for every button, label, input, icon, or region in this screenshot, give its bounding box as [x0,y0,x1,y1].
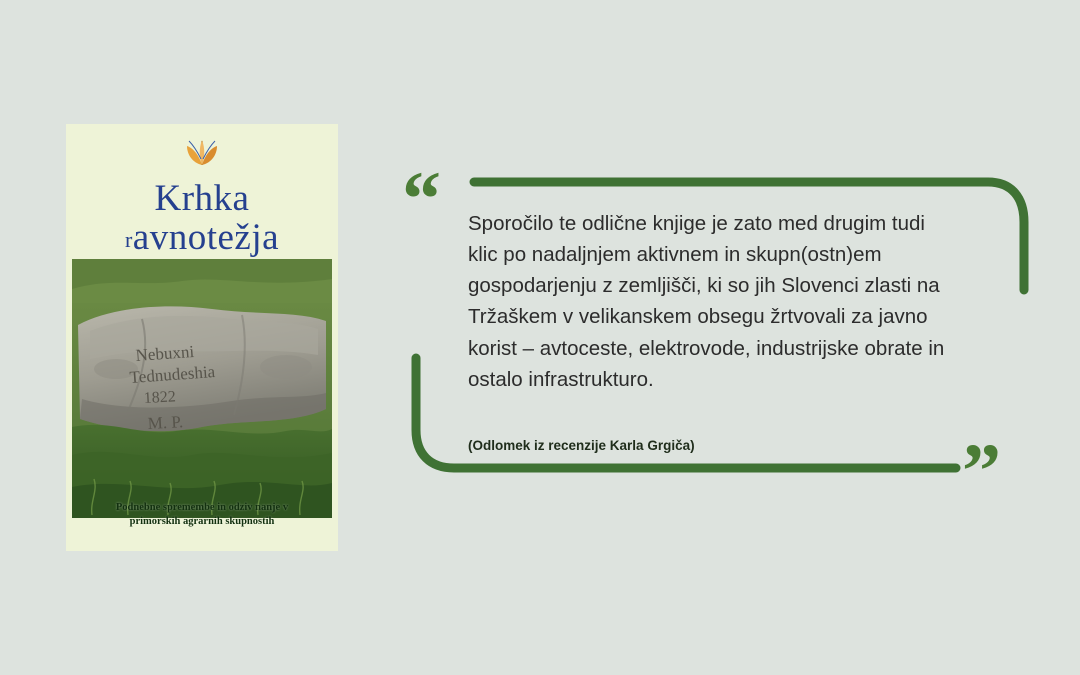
quote-attribution: (Odlomek iz recenzije Karla Grgiča) [468,438,695,453]
quote-text: Sporočilo te odlične knjige je zato med drugim tudi klic po nadaljnjem aktivnem in skupn(ostn)em gospodarjenju z zemljišči, ki so jih Slovenci zlasti na Tržaškem v velikanskem obsegu žrtvovali za javno korist – avtoceste, elektrovode, industrijske obrate in ostalo infrastrukturo. [468,212,945,391]
book-subtitle-line1: Podnebne spremembe in odziv nanje v [115,501,289,513]
book-title-line1: Krhka [154,178,250,219]
tulip-flower-icon [175,135,229,179]
karst-rock-photo-illustration [72,259,332,518]
quote-open-mark: “ [402,155,441,242]
book-title-line2-main: avnotežja [132,217,280,258]
book-subtitle [66,501,338,529]
svg-text:M. P.: M. P. [147,412,184,433]
book-subtitle-line2: primorskih agrarnih skupnostih [129,515,275,527]
quote-block [400,155,1040,514]
svg-text:1822: 1822 [143,388,177,407]
cover-photo [72,259,332,518]
book-cover [66,124,338,551]
svg-text:Tednudeshia: Tednudeshia [128,362,216,387]
book-title-line2-prefix: r [124,227,133,252]
book-title [66,180,338,256]
publisher-logo [66,132,338,182]
book-title-line2 [66,219,338,256]
svg-text:Nebuxni: Nebuxni [134,341,195,365]
quote-close-mark: ” [962,427,1001,514]
